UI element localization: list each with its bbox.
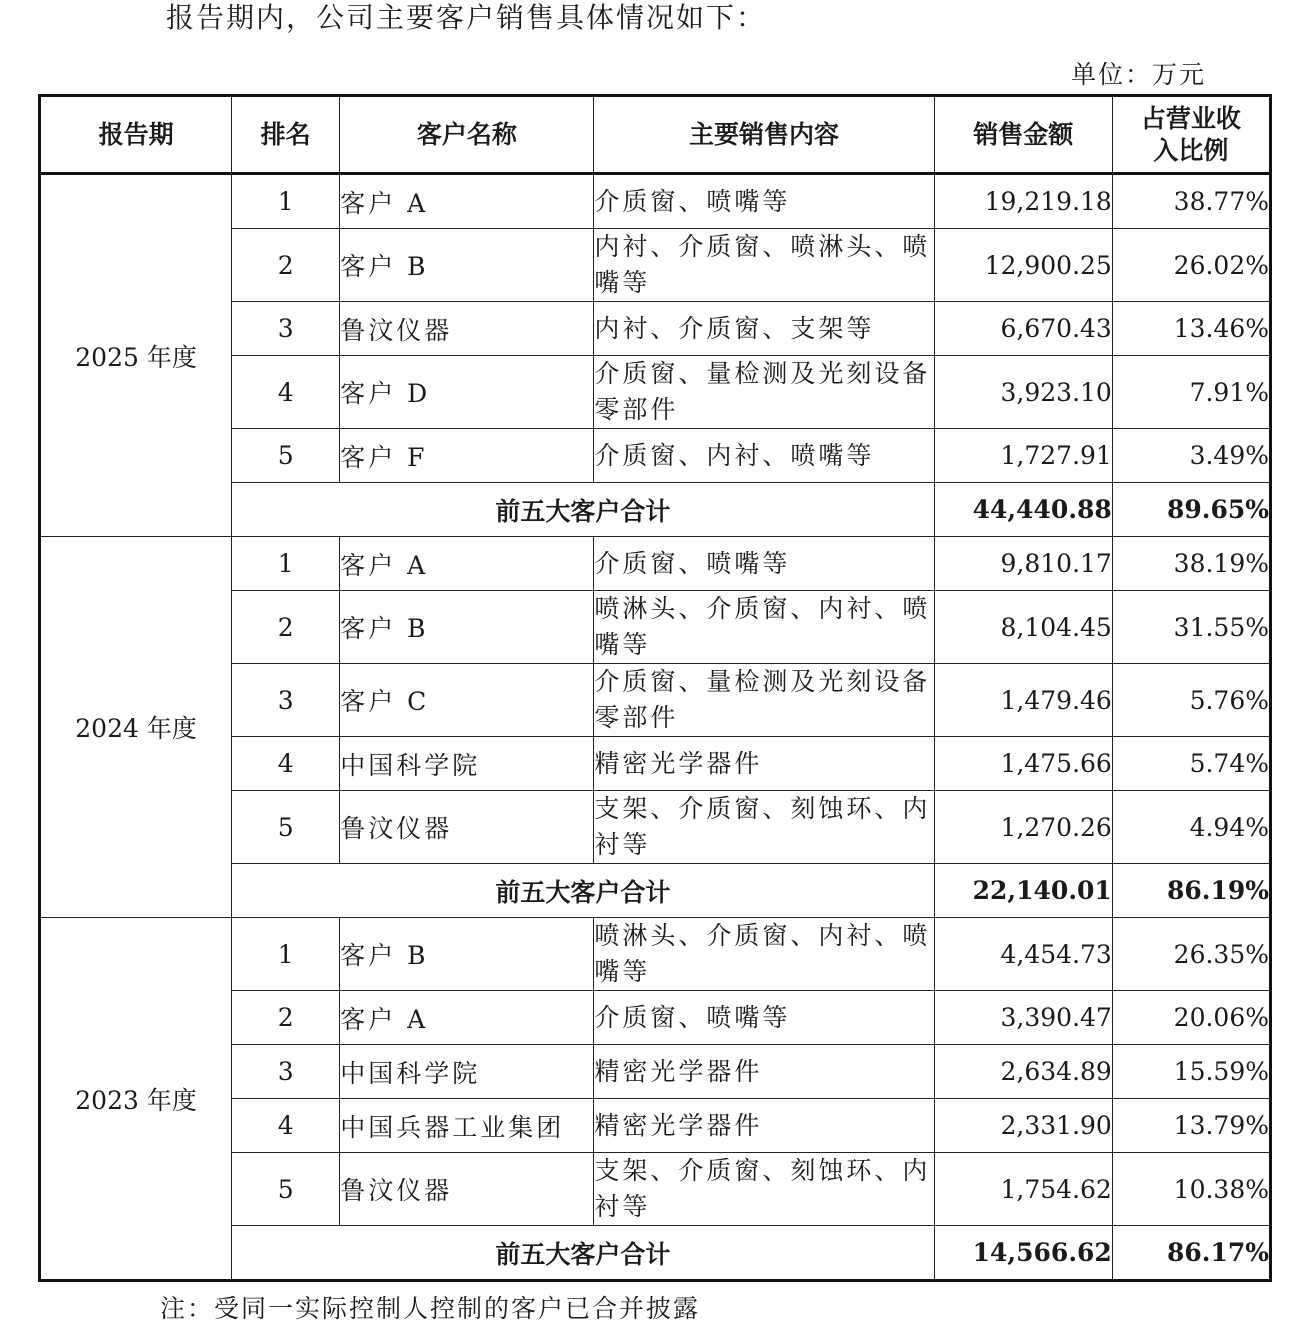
rank-cell: 1 bbox=[232, 174, 340, 229]
rank-cell: 5 bbox=[232, 791, 340, 864]
customer-cell: 客户 F bbox=[340, 429, 594, 483]
amount-cell: 3,923.10 bbox=[934, 356, 1112, 429]
ratio-cell: 38.77% bbox=[1112, 174, 1270, 229]
ratio-cell: 31.55% bbox=[1112, 591, 1270, 664]
content-cell: 支架、介质窗、刻蚀环、内衬等 bbox=[594, 791, 934, 864]
amount-cell: 1,270.26 bbox=[934, 791, 1112, 864]
content-cell: 介质窗、内衬、喷嘴等 bbox=[594, 429, 934, 483]
ratio-cell: 38.19% bbox=[1112, 537, 1270, 591]
content-cell: 介质窗、喷嘴等 bbox=[594, 991, 934, 1045]
table-row bbox=[40, 174, 1271, 229]
amount-cell: 1,475.66 bbox=[934, 737, 1112, 791]
ratio-cell: 3.49% bbox=[1112, 429, 1270, 483]
customer-sales-table bbox=[38, 94, 1272, 1282]
table-header-row bbox=[40, 96, 1271, 174]
customer-cell: 鲁汶仪器 bbox=[340, 1153, 594, 1226]
customer-cell: 客户 C bbox=[340, 664, 594, 737]
ratio-cell: 5.76% bbox=[1112, 664, 1270, 737]
table-row bbox=[40, 537, 1271, 591]
header-ratio-line2: 入比例 bbox=[1153, 135, 1229, 165]
amount-cell: 3,390.47 bbox=[934, 991, 1112, 1045]
content-cell: 内衬、介质窗、支架等 bbox=[594, 302, 934, 356]
customer-cell: 中国兵器工业集团 bbox=[340, 1099, 594, 1153]
rank-cell: 2 bbox=[232, 991, 340, 1045]
rank-cell: 2 bbox=[232, 591, 340, 664]
rank-cell: 3 bbox=[232, 664, 340, 737]
rank-cell: 5 bbox=[232, 429, 340, 483]
total-ratio: 86.19% bbox=[1112, 864, 1270, 918]
rank-cell: 2 bbox=[232, 229, 340, 302]
content-cell: 精密光学器件 bbox=[594, 1045, 934, 1099]
content-cell: 精密光学器件 bbox=[594, 737, 934, 791]
amount-cell: 9,810.17 bbox=[934, 537, 1112, 591]
header-customer: 客户名称 bbox=[340, 96, 594, 174]
ratio-cell: 26.02% bbox=[1112, 229, 1270, 302]
total-label: 前五大客户合计 bbox=[232, 864, 935, 918]
customer-cell: 客户 B bbox=[340, 591, 594, 664]
amount-cell: 6,670.43 bbox=[934, 302, 1112, 356]
amount-cell: 2,634.89 bbox=[934, 1045, 1112, 1099]
rank-cell: 4 bbox=[232, 737, 340, 791]
table-body bbox=[40, 174, 1271, 1281]
total-amount: 14,566.62 bbox=[934, 1226, 1112, 1281]
amount-cell: 1,727.91 bbox=[934, 429, 1112, 483]
customer-cell: 鲁汶仪器 bbox=[340, 302, 594, 356]
header-rank: 排名 bbox=[232, 96, 340, 174]
customer-cell: 客户 A bbox=[340, 537, 594, 591]
content-cell: 精密光学器件 bbox=[594, 1099, 934, 1153]
total-amount: 22,140.01 bbox=[934, 864, 1112, 918]
ratio-cell: 20.06% bbox=[1112, 991, 1270, 1045]
content-cell: 介质窗、喷嘴等 bbox=[594, 537, 934, 591]
customer-cell: 客户 D bbox=[340, 356, 594, 429]
ratio-cell: 13.46% bbox=[1112, 302, 1270, 356]
amount-cell: 8,104.45 bbox=[934, 591, 1112, 664]
ratio-cell: 7.91% bbox=[1112, 356, 1270, 429]
total-label: 前五大客户合计 bbox=[232, 1226, 935, 1281]
ratio-cell: 10.38% bbox=[1112, 1153, 1270, 1226]
rank-cell: 1 bbox=[232, 918, 340, 991]
unit-label: 单位：万元 bbox=[1070, 60, 1206, 89]
customer-cell: 中国科学院 bbox=[340, 737, 594, 791]
rank-cell: 3 bbox=[232, 1045, 340, 1099]
header-ratio-line1: 占营业收 bbox=[1140, 103, 1241, 133]
customer-cell: 鲁汶仪器 bbox=[340, 791, 594, 864]
content-cell: 介质窗、量检测及光刻设备零部件 bbox=[594, 664, 934, 737]
ratio-cell: 15.59% bbox=[1112, 1045, 1270, 1099]
rank-cell: 1 bbox=[232, 537, 340, 591]
footnote: 注：受同一实际控制人控制的客户已合并披露 bbox=[160, 1294, 701, 1323]
amount-cell: 12,900.25 bbox=[934, 229, 1112, 302]
customer-cell: 客户 B bbox=[340, 229, 594, 302]
ratio-cell: 26.35% bbox=[1112, 918, 1270, 991]
ratio-cell: 4.94% bbox=[1112, 791, 1270, 864]
content-cell: 喷淋头、介质窗、内衬、喷嘴等 bbox=[594, 918, 934, 991]
customer-cell: 客户 A bbox=[340, 174, 594, 229]
period-cell: 2024 年度 bbox=[40, 537, 232, 918]
intro-text: 报告期内，公司主要客户销售具体情况如下： bbox=[166, 1, 767, 34]
content-cell: 介质窗、量检测及光刻设备零部件 bbox=[594, 356, 934, 429]
amount-cell: 1,754.62 bbox=[934, 1153, 1112, 1226]
content-cell: 介质窗、喷嘴等 bbox=[594, 174, 934, 229]
header-amount: 销售金额 bbox=[934, 96, 1112, 174]
total-amount: 44,440.88 bbox=[934, 483, 1112, 537]
content-cell: 喷淋头、介质窗、内衬、喷嘴等 bbox=[594, 591, 934, 664]
content-cell: 内衬、介质窗、喷淋头、喷嘴等 bbox=[594, 229, 934, 302]
amount-cell: 4,454.73 bbox=[934, 918, 1112, 991]
period-cell: 2025 年度 bbox=[40, 174, 232, 537]
amount-cell: 2,331.90 bbox=[934, 1099, 1112, 1153]
customer-cell: 中国科学院 bbox=[340, 1045, 594, 1099]
header-content: 主要销售内容 bbox=[594, 96, 934, 174]
amount-cell: 19,219.18 bbox=[934, 174, 1112, 229]
customer-cell: 客户 B bbox=[340, 918, 594, 991]
rank-cell: 5 bbox=[232, 1153, 340, 1226]
rank-cell: 4 bbox=[232, 356, 340, 429]
total-ratio: 86.17% bbox=[1112, 1226, 1270, 1281]
table-row bbox=[40, 918, 1271, 991]
ratio-cell: 5.74% bbox=[1112, 737, 1270, 791]
amount-cell: 1,479.46 bbox=[934, 664, 1112, 737]
customer-cell: 客户 A bbox=[340, 991, 594, 1045]
rank-cell: 3 bbox=[232, 302, 340, 356]
content-cell: 支架、介质窗、刻蚀环、内衬等 bbox=[594, 1153, 934, 1226]
total-label: 前五大客户合计 bbox=[232, 483, 935, 537]
header-ratio bbox=[1112, 96, 1270, 174]
total-ratio: 89.65% bbox=[1112, 483, 1270, 537]
period-cell: 2023 年度 bbox=[40, 918, 232, 1281]
ratio-cell: 13.79% bbox=[1112, 1099, 1270, 1153]
header-period: 报告期 bbox=[40, 96, 232, 174]
rank-cell: 4 bbox=[232, 1099, 340, 1153]
